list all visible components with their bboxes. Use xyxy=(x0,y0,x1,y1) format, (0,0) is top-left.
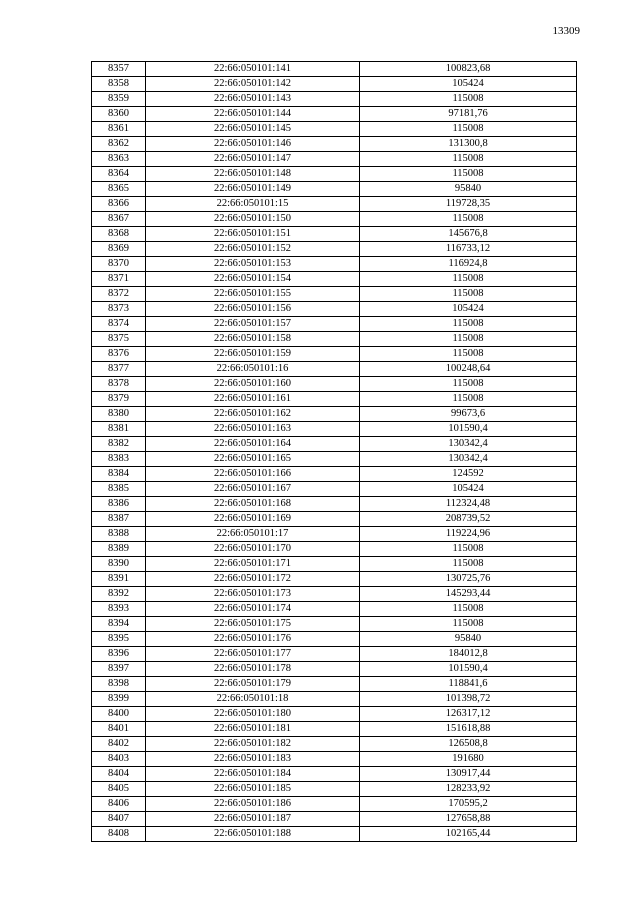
table-row xyxy=(92,377,577,392)
cadastral-number-cell: 22:66:050101:178 xyxy=(146,662,360,677)
cadastral-number-cell: 22:66:050101:155 xyxy=(146,287,360,302)
value-cell: 130917,44 xyxy=(360,767,577,782)
table-row xyxy=(92,77,577,92)
row-number-cell: 8379 xyxy=(92,392,146,407)
row-number-cell: 8390 xyxy=(92,557,146,572)
row-number-cell: 8408 xyxy=(92,827,146,842)
table-row xyxy=(92,302,577,317)
value-cell: 95840 xyxy=(360,182,577,197)
row-number-cell: 8391 xyxy=(92,572,146,587)
table-row xyxy=(92,602,577,617)
cadastral-number-cell: 22:66:050101:18 xyxy=(146,692,360,707)
value-cell: 115008 xyxy=(360,212,577,227)
row-number-cell: 8382 xyxy=(92,437,146,452)
row-number-cell: 8402 xyxy=(92,737,146,752)
cadastral-number-cell: 22:66:050101:179 xyxy=(146,677,360,692)
value-cell: 115008 xyxy=(360,617,577,632)
row-number-cell: 8407 xyxy=(92,812,146,827)
cadastral-number-cell: 22:66:050101:163 xyxy=(146,422,360,437)
row-number-cell: 8393 xyxy=(92,602,146,617)
value-cell: 95840 xyxy=(360,632,577,647)
table-row xyxy=(92,662,577,677)
row-number-cell: 8357 xyxy=(92,62,146,77)
value-cell: 115008 xyxy=(360,332,577,347)
value-cell: 115008 xyxy=(360,287,577,302)
value-cell: 105424 xyxy=(360,77,577,92)
table-row xyxy=(92,422,577,437)
cadastral-number-cell: 22:66:050101:174 xyxy=(146,602,360,617)
table-row xyxy=(92,482,577,497)
value-cell: 119728,35 xyxy=(360,197,577,212)
table-row xyxy=(92,752,577,767)
value-cell: 115008 xyxy=(360,272,577,287)
table-row xyxy=(92,287,577,302)
table-row xyxy=(92,152,577,167)
row-number-cell: 8373 xyxy=(92,302,146,317)
value-cell: 145293,44 xyxy=(360,587,577,602)
table-row xyxy=(92,647,577,662)
table-row xyxy=(92,782,577,797)
value-cell: 99673,6 xyxy=(360,407,577,422)
cadastral-number-cell: 22:66:050101:177 xyxy=(146,647,360,662)
cadastral-number-cell: 22:66:050101:167 xyxy=(146,482,360,497)
table-row xyxy=(92,452,577,467)
value-cell: 126508,8 xyxy=(360,737,577,752)
value-cell: 115008 xyxy=(360,347,577,362)
table-row xyxy=(92,572,577,587)
value-cell: 100823,68 xyxy=(360,62,577,77)
table-row xyxy=(92,632,577,647)
table-row xyxy=(92,617,577,632)
cadastral-number-cell: 22:66:050101:166 xyxy=(146,467,360,482)
value-cell: 112324,48 xyxy=(360,497,577,512)
cadastral-number-cell: 22:66:050101:175 xyxy=(146,617,360,632)
cadastral-number-cell: 22:66:050101:151 xyxy=(146,227,360,242)
table-row xyxy=(92,242,577,257)
cadastral-number-cell: 22:66:050101:16 xyxy=(146,362,360,377)
value-cell: 101590,4 xyxy=(360,422,577,437)
cadastral-number-cell: 22:66:050101:184 xyxy=(146,767,360,782)
value-cell: 119224,96 xyxy=(360,527,577,542)
cadastral-number-cell: 22:66:050101:158 xyxy=(146,332,360,347)
data-table xyxy=(91,61,577,842)
cadastral-number-cell: 22:66:050101:170 xyxy=(146,542,360,557)
table-row xyxy=(92,197,577,212)
row-number-cell: 8359 xyxy=(92,92,146,107)
row-number-cell: 8364 xyxy=(92,167,146,182)
value-cell: 100248,64 xyxy=(360,362,577,377)
table-row xyxy=(92,827,577,842)
value-cell: 97181,76 xyxy=(360,107,577,122)
row-number-cell: 8361 xyxy=(92,122,146,137)
cadastral-number-cell: 22:66:050101:164 xyxy=(146,437,360,452)
row-number-cell: 8404 xyxy=(92,767,146,782)
value-cell: 208739,52 xyxy=(360,512,577,527)
table-row xyxy=(92,317,577,332)
row-number-cell: 8384 xyxy=(92,467,146,482)
table-row xyxy=(92,62,577,77)
cadastral-number-cell: 22:66:050101:143 xyxy=(146,92,360,107)
row-number-cell: 8383 xyxy=(92,452,146,467)
row-number-cell: 8374 xyxy=(92,317,146,332)
value-cell: 115008 xyxy=(360,167,577,182)
table-row xyxy=(92,512,577,527)
table-row xyxy=(92,107,577,122)
cadastral-number-cell: 22:66:050101:165 xyxy=(146,452,360,467)
row-number-cell: 8389 xyxy=(92,542,146,557)
cadastral-number-cell: 22:66:050101:182 xyxy=(146,737,360,752)
row-number-cell: 8380 xyxy=(92,407,146,422)
value-cell: 115008 xyxy=(360,557,577,572)
table-row xyxy=(92,527,577,542)
value-cell: 170595,2 xyxy=(360,797,577,812)
table-row xyxy=(92,137,577,152)
row-number-cell: 8392 xyxy=(92,587,146,602)
row-number-cell: 8397 xyxy=(92,662,146,677)
row-number-cell: 8386 xyxy=(92,497,146,512)
row-number-cell: 8396 xyxy=(92,647,146,662)
cadastral-number-cell: 22:66:050101:176 xyxy=(146,632,360,647)
cadastral-number-cell: 22:66:050101:156 xyxy=(146,302,360,317)
table-row xyxy=(92,212,577,227)
value-cell: 191680 xyxy=(360,752,577,767)
row-number-cell: 8367 xyxy=(92,212,146,227)
table-row xyxy=(92,707,577,722)
row-number-cell: 8395 xyxy=(92,632,146,647)
row-number-cell: 8387 xyxy=(92,512,146,527)
table-row xyxy=(92,392,577,407)
table-row xyxy=(92,227,577,242)
value-cell: 105424 xyxy=(360,482,577,497)
row-number-cell: 8385 xyxy=(92,482,146,497)
row-number-cell: 8399 xyxy=(92,692,146,707)
table-row xyxy=(92,542,577,557)
value-cell: 145676,8 xyxy=(360,227,577,242)
value-cell: 126317,12 xyxy=(360,707,577,722)
table-body xyxy=(92,62,577,842)
row-number-cell: 8363 xyxy=(92,152,146,167)
value-cell: 151618,88 xyxy=(360,722,577,737)
table-row xyxy=(92,812,577,827)
value-cell: 116733,12 xyxy=(360,242,577,257)
row-number-cell: 8370 xyxy=(92,257,146,272)
cadastral-number-cell: 22:66:050101:172 xyxy=(146,572,360,587)
value-cell: 116924,8 xyxy=(360,257,577,272)
row-number-cell: 8368 xyxy=(92,227,146,242)
value-cell: 115008 xyxy=(360,392,577,407)
value-cell: 115008 xyxy=(360,152,577,167)
cadastral-number-cell: 22:66:050101:157 xyxy=(146,317,360,332)
cadastral-number-cell: 22:66:050101:187 xyxy=(146,812,360,827)
cadastral-number-cell: 22:66:050101:148 xyxy=(146,167,360,182)
row-number-cell: 8376 xyxy=(92,347,146,362)
cadastral-number-cell: 22:66:050101:153 xyxy=(146,257,360,272)
row-number-cell: 8377 xyxy=(92,362,146,377)
row-number-cell: 8401 xyxy=(92,722,146,737)
cadastral-number-cell: 22:66:050101:173 xyxy=(146,587,360,602)
value-cell: 118841,6 xyxy=(360,677,577,692)
row-number-cell: 8369 xyxy=(92,242,146,257)
value-cell: 124592 xyxy=(360,467,577,482)
table-row xyxy=(92,737,577,752)
row-number-cell: 8394 xyxy=(92,617,146,632)
row-number-cell: 8371 xyxy=(92,272,146,287)
row-number-cell: 8400 xyxy=(92,707,146,722)
value-cell: 127658,88 xyxy=(360,812,577,827)
value-cell: 101590,4 xyxy=(360,662,577,677)
cadastral-number-cell: 22:66:050101:154 xyxy=(146,272,360,287)
value-cell: 131300,8 xyxy=(360,137,577,152)
value-cell: 115008 xyxy=(360,602,577,617)
row-number-cell: 8378 xyxy=(92,377,146,392)
table-row xyxy=(92,587,577,602)
row-number-cell: 8360 xyxy=(92,107,146,122)
table-row xyxy=(92,692,577,707)
cadastral-number-cell: 22:66:050101:145 xyxy=(146,122,360,137)
value-cell: 184012,8 xyxy=(360,647,577,662)
row-number-cell: 8398 xyxy=(92,677,146,692)
value-cell: 130342,4 xyxy=(360,437,577,452)
value-cell: 115008 xyxy=(360,122,577,137)
value-cell: 101398,72 xyxy=(360,692,577,707)
cadastral-number-cell: 22:66:050101:152 xyxy=(146,242,360,257)
cadastral-number-cell: 22:66:050101:169 xyxy=(146,512,360,527)
cadastral-number-cell: 22:66:050101:185 xyxy=(146,782,360,797)
cadastral-number-cell: 22:66:050101:186 xyxy=(146,797,360,812)
cadastral-number-cell: 22:66:050101:17 xyxy=(146,527,360,542)
table-row xyxy=(92,92,577,107)
row-number-cell: 8406 xyxy=(92,797,146,812)
row-number-cell: 8375 xyxy=(92,332,146,347)
cadastral-number-cell: 22:66:050101:188 xyxy=(146,827,360,842)
table-row xyxy=(92,272,577,287)
value-cell: 115008 xyxy=(360,377,577,392)
cadastral-number-cell: 22:66:050101:162 xyxy=(146,407,360,422)
table-row xyxy=(92,722,577,737)
cadastral-number-cell: 22:66:050101:159 xyxy=(146,347,360,362)
cadastral-number-cell: 22:66:050101:144 xyxy=(146,107,360,122)
page-number: 13309 xyxy=(552,25,580,37)
row-number-cell: 8358 xyxy=(92,77,146,92)
cadastral-number-cell: 22:66:050101:146 xyxy=(146,137,360,152)
table-row xyxy=(92,797,577,812)
row-number-cell: 8388 xyxy=(92,527,146,542)
cadastral-number-cell: 22:66:050101:160 xyxy=(146,377,360,392)
cadastral-number-cell: 22:66:050101:141 xyxy=(146,62,360,77)
cadastral-number-cell: 22:66:050101:183 xyxy=(146,752,360,767)
cadastral-number-cell: 22:66:050101:161 xyxy=(146,392,360,407)
table-row xyxy=(92,347,577,362)
row-number-cell: 8372 xyxy=(92,287,146,302)
table-row xyxy=(92,332,577,347)
cadastral-number-cell: 22:66:050101:15 xyxy=(146,197,360,212)
table-row xyxy=(92,362,577,377)
row-number-cell: 8362 xyxy=(92,137,146,152)
value-cell: 102165,44 xyxy=(360,827,577,842)
table-row xyxy=(92,407,577,422)
table-row xyxy=(92,122,577,137)
row-number-cell: 8381 xyxy=(92,422,146,437)
value-cell: 115008 xyxy=(360,542,577,557)
row-number-cell: 8403 xyxy=(92,752,146,767)
table-row xyxy=(92,497,577,512)
cadastral-number-cell: 22:66:050101:150 xyxy=(146,212,360,227)
cadastral-number-cell: 22:66:050101:142 xyxy=(146,77,360,92)
value-cell: 128233,92 xyxy=(360,782,577,797)
cadastral-number-cell: 22:66:050101:181 xyxy=(146,722,360,737)
cadastral-number-cell: 22:66:050101:149 xyxy=(146,182,360,197)
table-row xyxy=(92,677,577,692)
value-cell: 105424 xyxy=(360,302,577,317)
value-cell: 115008 xyxy=(360,317,577,332)
table-row xyxy=(92,182,577,197)
value-cell: 130342,4 xyxy=(360,452,577,467)
value-cell: 115008 xyxy=(360,92,577,107)
row-number-cell: 8405 xyxy=(92,782,146,797)
cadastral-number-cell: 22:66:050101:180 xyxy=(146,707,360,722)
table-row xyxy=(92,257,577,272)
table-row xyxy=(92,437,577,452)
row-number-cell: 8366 xyxy=(92,197,146,212)
table-row xyxy=(92,557,577,572)
row-number-cell: 8365 xyxy=(92,182,146,197)
cadastral-number-cell: 22:66:050101:168 xyxy=(146,497,360,512)
value-cell: 130725,76 xyxy=(360,572,577,587)
table-row xyxy=(92,767,577,782)
cadastral-number-cell: 22:66:050101:171 xyxy=(146,557,360,572)
table-row xyxy=(92,167,577,182)
table-row xyxy=(92,467,577,482)
cadastral-number-cell: 22:66:050101:147 xyxy=(146,152,360,167)
